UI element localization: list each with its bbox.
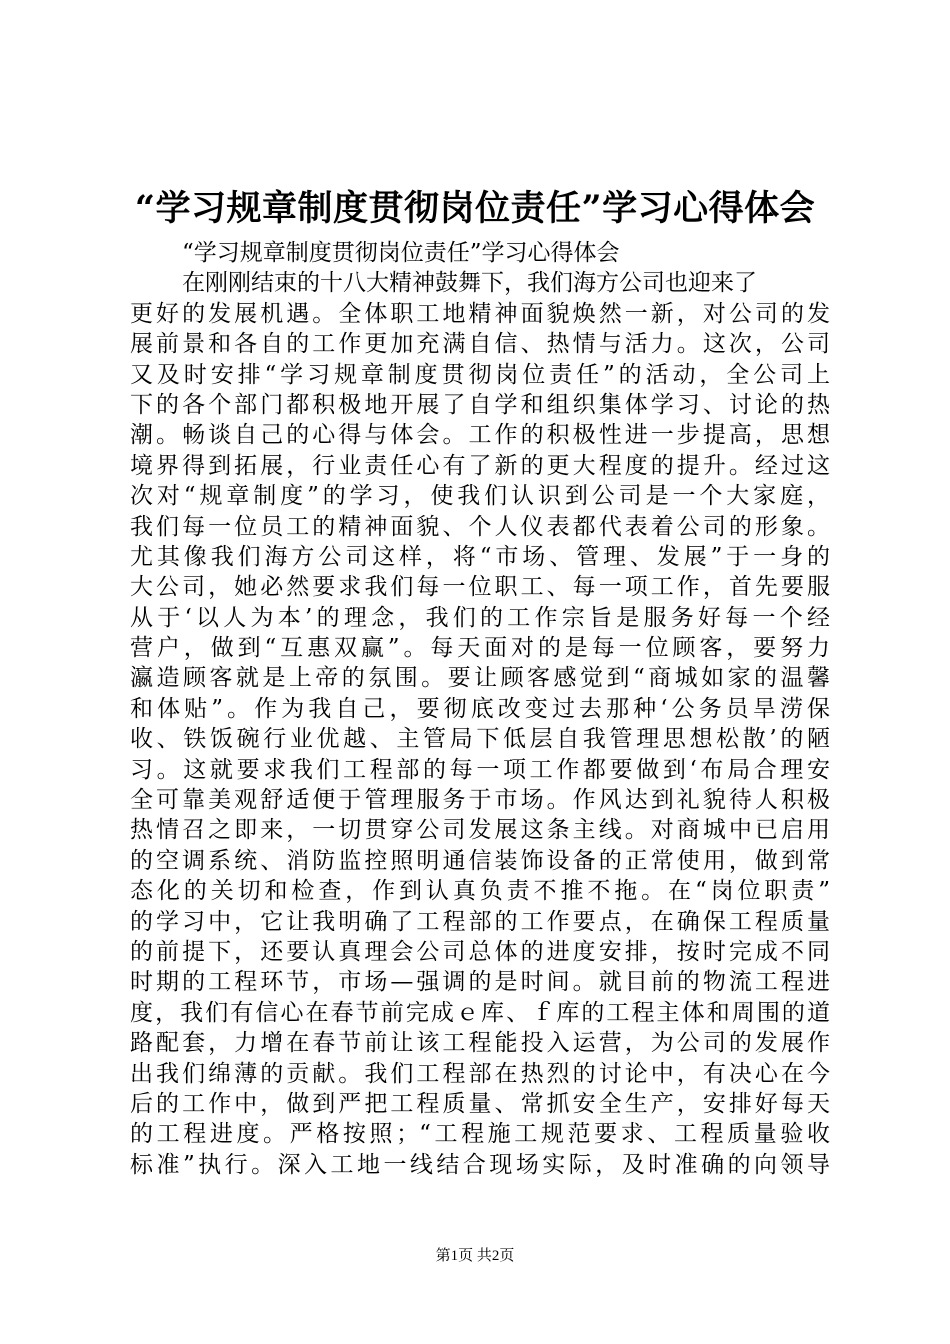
document-body — [130, 238, 830, 1180]
paragraph-line: 热情召之即来，一切贯穿公司发展这条主线。对商城中已启用 — [130, 817, 830, 844]
paragraph-line: 次对“规章制度”的学习，使我们认识到公司是一个大家庭， — [130, 483, 830, 510]
paragraph-line: 瀛造顾客就是上帝的氛围。要让顾客感觉到“商城如家的温馨 — [130, 665, 830, 692]
document-title: “学习规章制度贯彻岗位责任”学习心得体会 — [134, 188, 816, 229]
paragraph-line: 的学习中，它让我明确了工程部的工作要点，在确保工程质量 — [130, 908, 830, 935]
paragraph-line: 度，我们有信心在春节前完成ｅ库、ｆ库的工程主体和周围的道 — [130, 999, 830, 1026]
paragraph-line: 在刚刚结束的十八大精神鼓舞下，我们海方公司也迎来了 — [182, 270, 757, 297]
paragraph-line: 的空调系统、消防监控照明通信装饰设备的正常使用，做到常 — [130, 847, 830, 874]
paragraph-line: 潮。畅谈自己的心得与体会。工作的积极性进一步提高，思想 — [130, 422, 830, 449]
paragraph-line: 全可靠美观舒适便于管理服务于市场。作风达到礼貌待人积极 — [130, 787, 830, 814]
paragraph-line: 习。这就要求我们工程部的每一项工作都要做到‘布局合理安 — [130, 756, 830, 783]
paragraph-line: 时期的工程环节，市场—强调的是时间。就目前的物流工程进 — [130, 969, 830, 996]
paragraph-line: 出我们绵薄的贡献。我们工程部在热烈的讨论中，有决心在今 — [130, 1060, 830, 1087]
paragraph-line: 下的各个部门都积极地开展了自学和组织集体学习、讨论的热 — [130, 391, 830, 418]
page-number-footer: 第1页 共2页 — [435, 1248, 515, 1264]
paragraph-line: 大公司，她必然要求我们每一位职工、每一项工作，首先要服 — [130, 574, 830, 601]
paragraph-line: 从于‘以人为本’的理念，我们的工作宗旨是服务好每一个经 — [130, 604, 830, 631]
paragraph-line: 路配套，力增在春节前让该工程能投入运营，为公司的发展作 — [130, 1030, 830, 1057]
subtitle-line: “学习规章制度贯彻岗位责任”学习心得体会 — [182, 240, 620, 266]
paragraph-line: 我们每一位员工的精神面貌、个人仪表都代表着公司的形象。 — [130, 513, 830, 540]
paragraph-line: 标准”执行。深入工地一线结合现场实际，及时准确的向领导 — [130, 1151, 830, 1178]
paragraph-line: 的前提下，还要认真理会公司总体的进度安排，按时完成不同 — [130, 938, 830, 965]
paragraph-line: 收、铁饭碗行业优越、主管局下低层自我管理思想松散’的陋 — [130, 726, 830, 753]
paragraph-line: 展前景和各自的工作更加充满自信、热情与活力。这次，公司 — [130, 331, 830, 358]
paragraph-line: 后的工作中，做到严把工程质量、常抓安全生产，安排好每天 — [130, 1090, 830, 1117]
paragraph-line: 的工程进度。严格按照；“工程施工规范要求、工程质量验收 — [130, 1121, 830, 1148]
paragraph-line: 又及时安排“学习规章制度贯彻岗位责任”的活动，全公司上 — [130, 361, 830, 388]
paragraph-line: 营户，做到“互惠双赢”。每天面对的是每一位顾客，要努力 — [130, 635, 830, 662]
paragraph-line: 境界得到拓展，行业责任心有了新的更大程度的提升。经过这 — [130, 452, 830, 479]
paragraph-line: 态化的关切和检查，作到认真负责不推不拖。在“岗位职责” — [130, 878, 830, 905]
paragraph-line: 尤其像我们海方公司这样，将“市场、管理、发展”于一身的 — [130, 543, 830, 570]
paragraph-line: 和体贴”。作为我自己，要彻底改变过去那种‘公务员旱涝保 — [130, 695, 830, 722]
paragraph-line: 更好的发展机遇。全体职工地精神面貌焕然一新，对公司的发 — [130, 300, 830, 327]
